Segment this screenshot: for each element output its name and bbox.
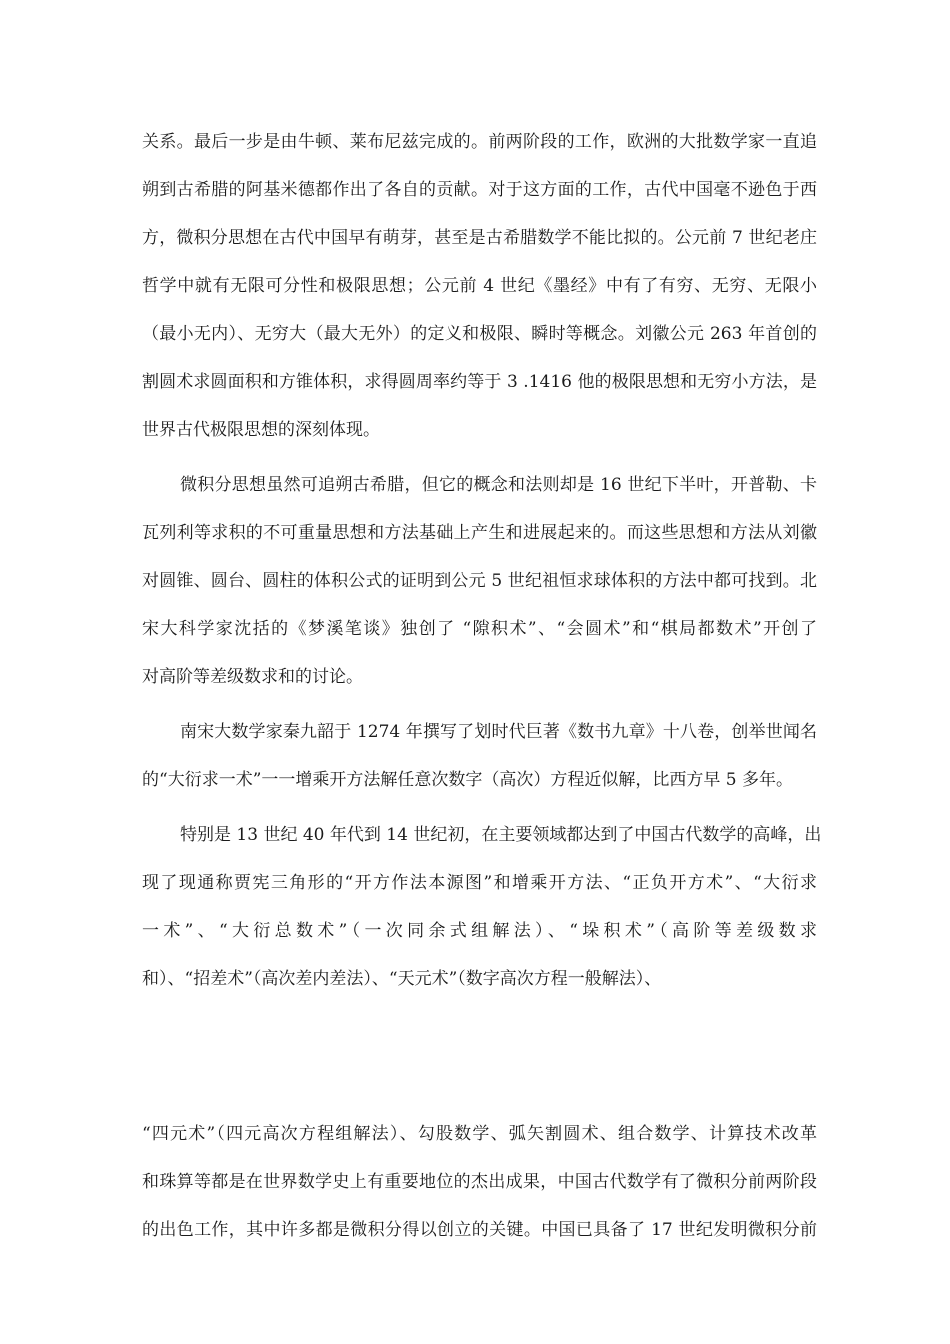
text-line: 的“大衍求一术”一一增乘开方法解任意次数字（高次）方程近似解，比西方早 5 多年。 xyxy=(142,770,794,790)
text-line: 世界古代极限思想的深刻体现。 xyxy=(142,420,380,440)
text-line: 的出色工作，其中许多都是微积分得以创立的关键。中国已具备了 17 世纪发明微积分前 xyxy=(142,1220,817,1240)
text-line: 方，微积分思想在古代中国早有萌芽，甚至是古希腊数学不能比拟的。公元前 7 世纪老庄 xyxy=(142,228,817,248)
text-line: 宋大科学家沈括的《梦溪笔谈》独创了 “隙积术”、“会圆术”和“棋局都数术”开创了 xyxy=(142,619,817,639)
text-line: 对高阶等差级数求和的讨论。 xyxy=(142,667,363,687)
text-line: 和）、“招差术”（高次差内差法）、“天元术”（数字高次方程一般解法）、 xyxy=(142,969,662,989)
text-line: 割圆术求圆面积和方锥体积，求得圆周率约等于 3 .1416 他的极限思想和无穷小方法，是 xyxy=(142,372,817,392)
text-line: 哲学中就有无限可分性和极限思想；公元前 4 世纪《墨经》中有了有穷、无穷、无限小 xyxy=(142,276,817,296)
text-line: 关系。最后一步是由牛顿、莱布尼兹完成的。前两阶段的工作，欧洲的大批数学家一直追 xyxy=(142,132,817,152)
text-line: 微积分思想虽然可追朔古希腊，但它的概念和法则却是 16 世纪下半叶，开普勒、卡 xyxy=(180,475,817,495)
text-line: “四元术”（四元高次方程组解法）、勾股数学、弧矢割圆术、组合数学、计算技术改革 xyxy=(142,1124,817,1144)
text-line: 特别是 13 世纪 40 年代到 14 世纪初，在主要领域都达到了中国古代数学的高峰，出 xyxy=(180,825,822,845)
text-line: 一术”、“大衍总数术”（一次同余式组解法）、“垛积术”（高阶等差级数求 xyxy=(142,921,817,941)
text-line: 朔到古希腊的阿基米德都作出了各自的贡献。对于这方面的工作，古代中国毫不逊色于西 xyxy=(142,180,817,200)
text-line: 现了现通称贾宪三角形的“开方作法本源图”和增乘开方法、“正负开方术”、“大衍求 xyxy=(142,873,817,893)
text-line: （最小无内）、无穷大（最大无外）的定义和极限、瞬时等概念。刘徽公元 263 年首创的 xyxy=(142,324,817,344)
text-line: 和珠算等都是在世界数学史上有重要地位的杰出成果，中国古代数学有了微积分前两阶段 xyxy=(142,1172,817,1192)
text-line: 南宋大数学家秦九韶于 1274 年撰写了划时代巨著《数书九章》十八卷，创举世闻名 xyxy=(180,722,817,742)
text-line: 瓦列利等求积的不可重量思想和方法基础上产生和进展起来的。而这些思想和方法从刘徽 xyxy=(142,523,817,543)
text-line: 对圆锥、圆台、圆柱的体积公式的证明到公元 5 世纪祖恒求球体积的方法中都可找到。北 xyxy=(142,571,817,591)
